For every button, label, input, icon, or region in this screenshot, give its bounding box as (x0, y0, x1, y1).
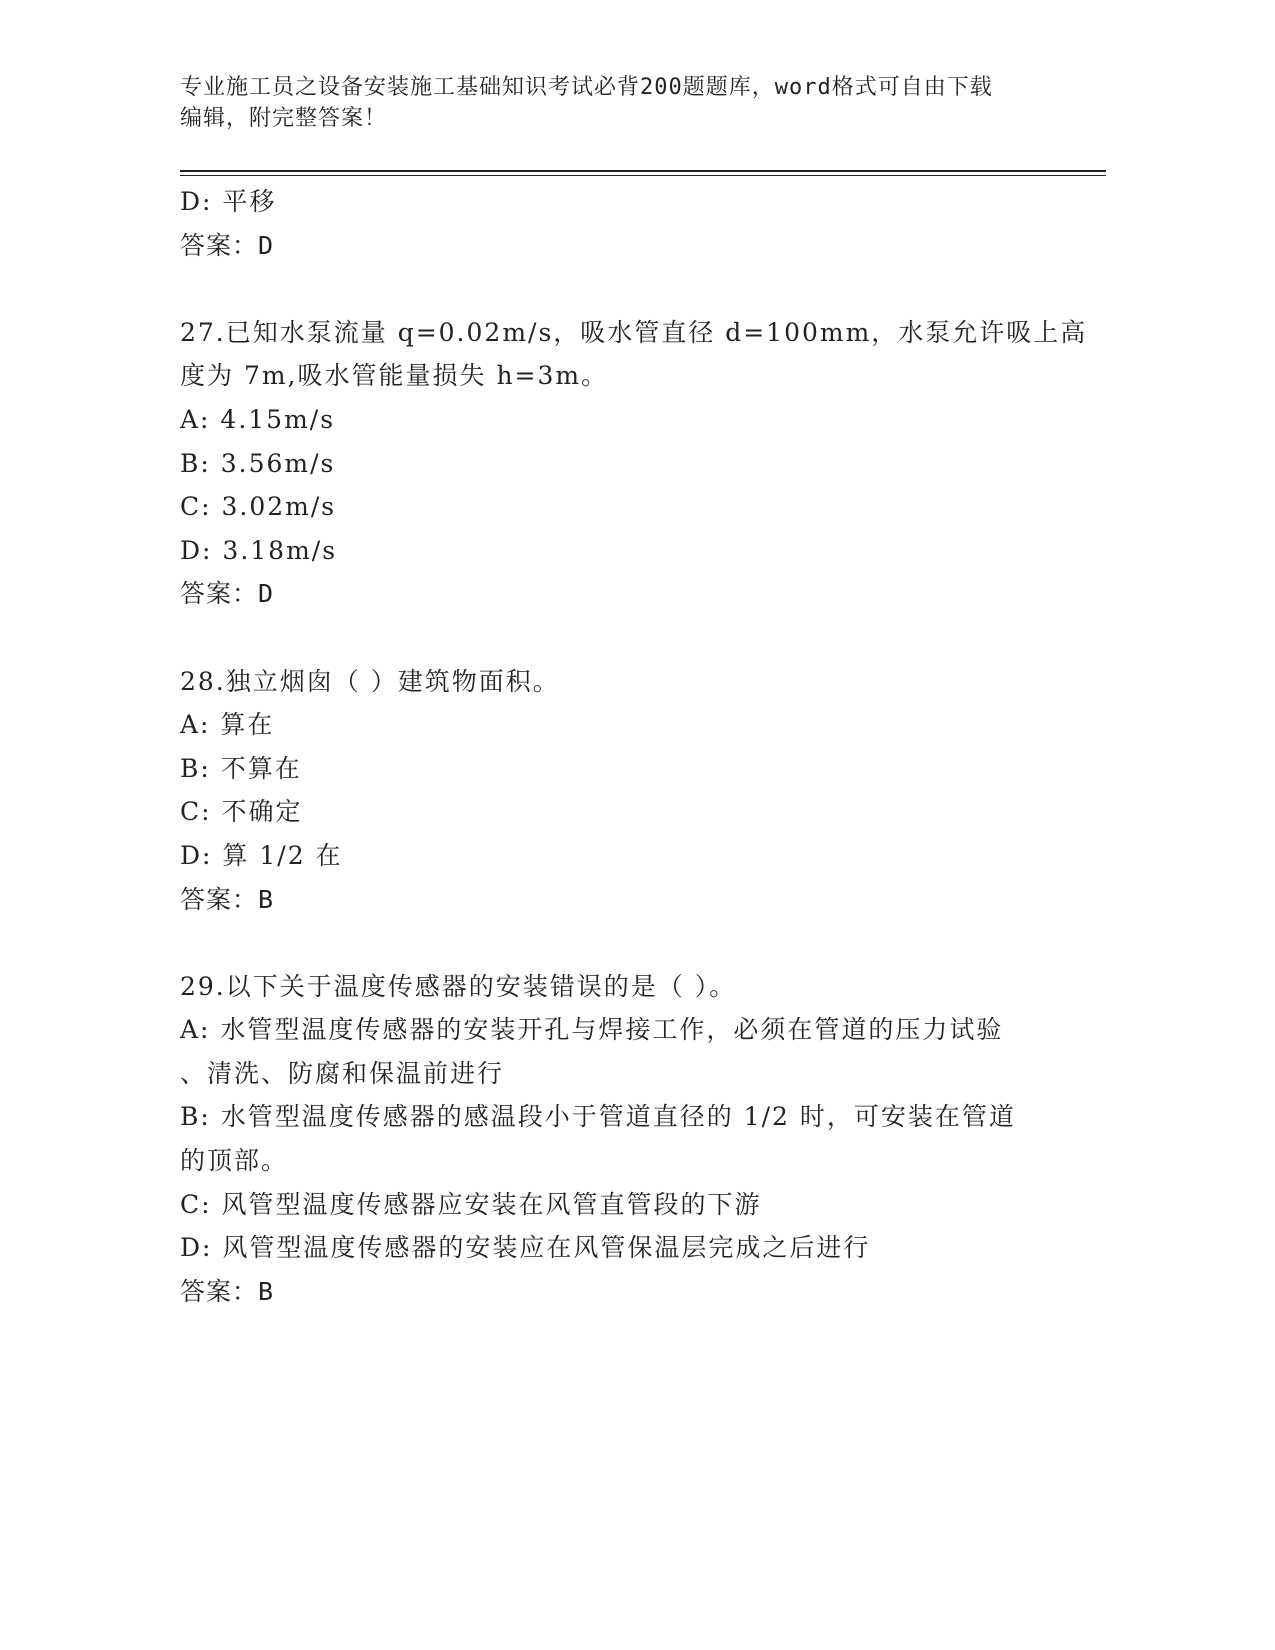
question-stem-line-2: 度为 7m,吸水管能量损失 h=3m。 (180, 361, 609, 391)
option-d: D: 平移 (180, 187, 277, 216)
header-title-line-2: 编辑，附完整答案！ (180, 106, 388, 131)
header-title-line-1: 专业施工员之设备安装施工基础知识考试必背200题题库，word格式可自由下载 (180, 75, 993, 100)
question-stem-line-1: 28.独立烟囱（ ）建筑物面积。 (180, 666, 560, 696)
option-c: C: 3.02m/s (180, 492, 337, 522)
option-b: B: 不算在 (180, 753, 302, 783)
option-d: D: 3.18m/s (180, 535, 338, 565)
option-d: D: 风管型温度传感器的安装应在风管保温层完成之后进行 (180, 1233, 871, 1263)
option-b: B: 3.56m/s (180, 448, 336, 478)
header-divider-thin (180, 175, 1106, 176)
question-stem-line-1: 27.已知水泵流量 q=0.02m/s，吸水管直径 d=100mm，水泵允许吸上高 (180, 317, 1088, 347)
answer-line: 答案：B (180, 1276, 275, 1306)
option-b-line-1: B: 水管型温度传感器的感温段小于管道直径的 1/2 时，可安装在管道 (180, 1102, 1016, 1132)
option-a: A: 算在 (180, 710, 275, 740)
question-28 (180, 660, 1040, 922)
option-b-line-2: 的顶部。 (180, 1146, 289, 1176)
document-header (180, 72, 1040, 134)
option-a-line-2: 、清洗、防腐和保温前进行 (180, 1058, 505, 1088)
answer-line: 答案：D (180, 230, 275, 260)
question-stem-line-1: 29.以下关于温度传感器的安装错误的是（ ）。 (180, 971, 737, 1001)
question-26-tail (180, 180, 1040, 267)
option-c: C: 风管型温度传感器应安装在风管直管段的下游 (180, 1189, 762, 1219)
spacer (180, 616, 1040, 660)
option-a-line-1: A: 水管型温度传感器的安装开孔与焊接工作，必须在管道的压力试验 (180, 1015, 1004, 1045)
header-divider-thick (180, 170, 1106, 172)
option-a: A: 4.15m/s (180, 404, 336, 434)
question-29 (180, 965, 1040, 1314)
document-body (180, 180, 1088, 1313)
spacer (180, 267, 1040, 311)
question-27 (180, 311, 1088, 616)
option-d: D: 算 1/2 在 (180, 840, 343, 870)
spacer (180, 921, 1040, 965)
answer-line: 答案：D (180, 579, 275, 609)
answer-line: 答案：B (180, 884, 275, 914)
option-c: C: 不确定 (180, 797, 303, 827)
